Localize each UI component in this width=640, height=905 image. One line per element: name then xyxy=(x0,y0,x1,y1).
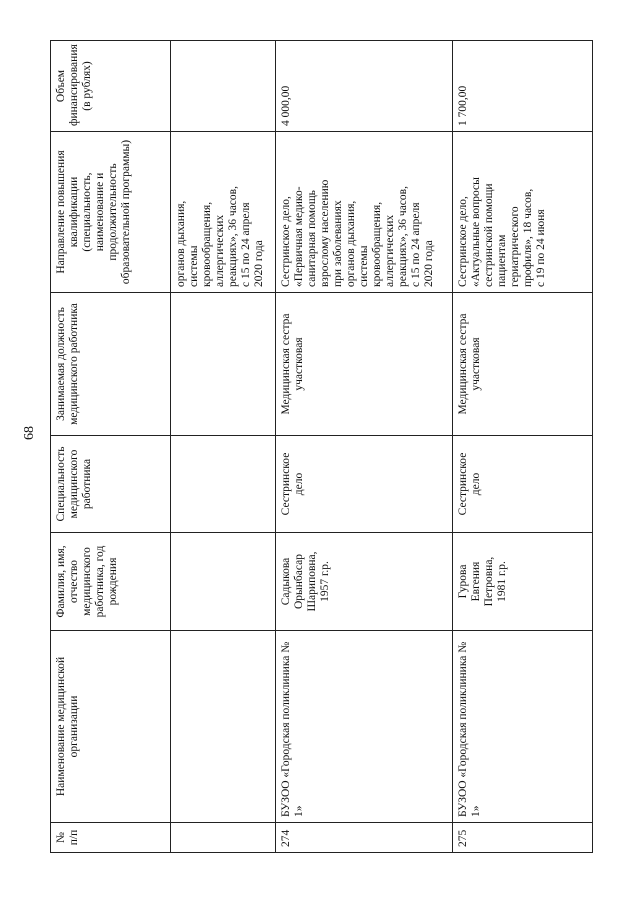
header-number: № п/п xyxy=(51,823,171,853)
cell-position: Медицинская сестра участковая xyxy=(276,293,453,436)
header-specialty: Специальность медицинского работника xyxy=(51,436,171,533)
table-row-continuation xyxy=(171,41,276,853)
cell-full-name: Гурова Евгения Петровна, 1981 г.р. xyxy=(453,533,593,631)
cell-empty xyxy=(171,293,276,436)
cell-number: 275 xyxy=(453,823,593,853)
cell-direction: Сестринское дело, «Первичная медико- санитарная помощь взрослому населению при заболеваниях органов дыхания, системы кровообращения, аллергических реакциях», 36 часов, с 15 по 24 апреля 2020 года xyxy=(276,132,453,293)
staff-training-table xyxy=(50,40,593,853)
cell-empty xyxy=(171,41,276,132)
header-position: Занимаемая должность медицинского работника xyxy=(51,293,171,436)
cell-organization: БУЗОО «Городская поликлиника № 1» xyxy=(453,631,593,823)
table-row xyxy=(276,41,453,853)
table-header-row xyxy=(51,41,171,853)
cell-specialty: Сестринское дело xyxy=(453,436,593,533)
cell-direction: Сестринское дело, «Актуальные вопросы сестринской помощи пациентам гериатрического профиля», 18 часов, с 19 по 24 июня xyxy=(453,132,593,293)
cell-funding: 4 000,00 xyxy=(276,41,453,132)
cell-empty xyxy=(171,631,276,823)
cell-full-name: Садыкова Орынбасар Шариповна, 1957 г.р. xyxy=(276,533,453,631)
cell-position: Медицинская сестра участковая xyxy=(453,293,593,436)
rotated-table-container xyxy=(50,41,592,853)
page-number: 68 xyxy=(22,426,37,440)
cell-direction: органов дыхания, системы кровообращения, аллергических реакциях», 36 часов, с 15 по 24 апреля 2020 года xyxy=(171,132,276,293)
cell-empty xyxy=(171,533,276,631)
header-full-name: Фамилия, имя, отчество медицинского работника, год рождения xyxy=(51,533,171,631)
header-funding: Объем финансирования (в рублях) xyxy=(51,41,171,132)
cell-empty xyxy=(171,436,276,533)
cell-organization: БУЗОО «Городская поликлиника № 1» xyxy=(276,631,453,823)
cell-specialty: Сестринское дело xyxy=(276,436,453,533)
header-organization: Наименование медицинской организации xyxy=(51,631,171,823)
cell-number: 274 xyxy=(276,823,453,853)
cell-empty xyxy=(171,823,276,853)
cell-funding: 1 700,00 xyxy=(453,41,593,132)
table-row xyxy=(453,41,593,853)
header-direction: Направление повышения квалификации (специальность, наименование и продолжительность образовательной программы) xyxy=(51,132,171,293)
